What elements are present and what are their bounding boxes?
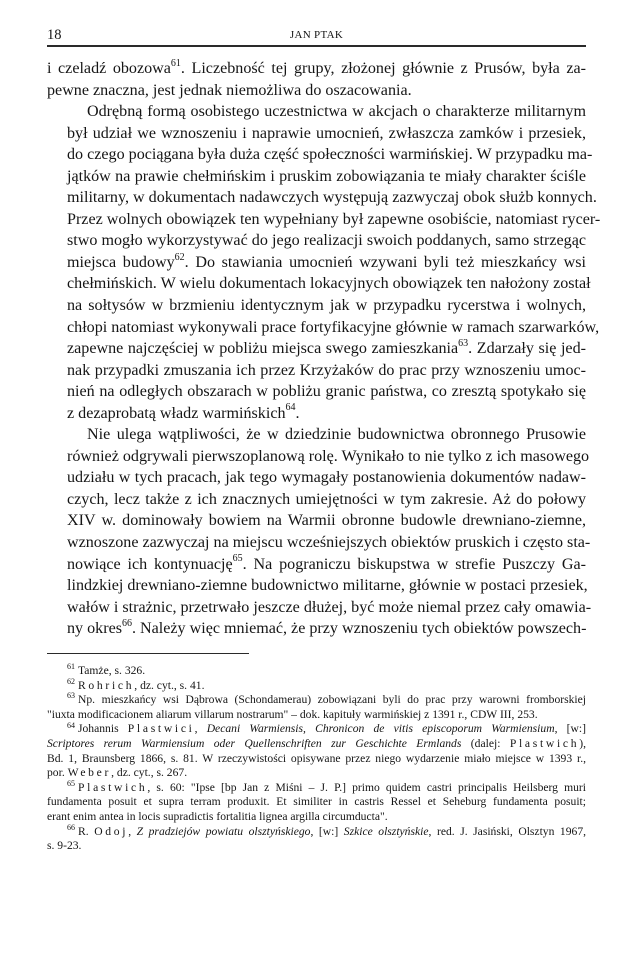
text-line: i czeladź obozowa$^{61}$. Liczebność tej grupy, złożonej głównie z Prusów, była za- xyxy=(47,57,586,77)
text-line: miejsca budowy$^{62}$. Do stawiania umocnień wzywani byli też mieszkańcy wsi xyxy=(67,251,586,271)
text-line: nień na odległych obszarach w pobliżu granic państwa, co zresztą spotykało się xyxy=(67,383,586,401)
footnote-62: $^{62}$ Rohrich, dz. cyt., s. 41. xyxy=(67,676,205,692)
text-line: pewne znaczna, jest jednak niemożliwa do oszacowania. xyxy=(47,81,412,99)
text-line: czych, lecz także z ich znacznych umiejętności w tym zakresie. Aż do połowy xyxy=(67,490,586,508)
text-line: wznoszone zazwyczaj na miejscu wcześniejszych obiektów pruskich i często sta- xyxy=(67,534,591,552)
footnote-number: 65 xyxy=(67,778,75,788)
text-line: wałów i strażnic, przetrwało jeszcze dłużej, być może niemal przez cały omawia- xyxy=(67,598,592,616)
text-line: był udział we wznoszeniu i naprawie umocnień, zwłaszcza zamków i przesiek, xyxy=(67,124,586,142)
text-line: militarny, w dokumentach nadawczych występują zazwyczaj obok służb konnych. xyxy=(67,189,597,207)
paragraph xyxy=(47,101,601,424)
text-line: stwo mogło wykorzystywać do jego realizacji swoich poddanych, samo strzegąc xyxy=(67,232,586,250)
text-line: lindzkiej drewniano-ziemne budownictwo militarne, głównie w postaci przesiek, xyxy=(67,577,588,595)
author-name: Odoj xyxy=(94,824,129,838)
footnote-65: $^{65}$ Plastwich, s. 60: "Ipse [bp Jan z Miśni – J. P.] primo quidem castri principalis Heilsberg muri fundamenta posuit et supra terram produxit. Et similiter in castris Ressel et Seheburg fundamenta posuit; erant enim antea in locis supradictis fortalitia lignea argilla circumducta". xyxy=(47,778,586,823)
text-line: chłopi natomiast wykonywali prace fortyfikacyjne głównie w ramach szarwarków, xyxy=(67,318,600,336)
text-line: z dezaprobatą władz warmińskich$^{64}$. xyxy=(67,402,300,422)
footnote-ref[interactable]: 64 xyxy=(285,402,296,414)
text-line: chełmińskich. W wielu dokumentach lokacyjnych obowiązek ten nałożony został xyxy=(67,275,591,293)
author-name: Plastwich xyxy=(509,736,580,750)
footnote-number: 61 xyxy=(67,662,75,672)
author-name: Plastwich xyxy=(78,780,148,794)
footnotes xyxy=(47,664,586,854)
text-line: nak przypadki zmuszania ich przez Krzyżaków do prac przy wznoszeniu umoc- xyxy=(67,361,586,379)
paragraph xyxy=(47,58,586,101)
footnote-66: $^{66}$ R. Odoj, Z pradziejów powiatu olsztyńskiego, [w:] Szkice olsztyńskie, red. J. Jasiński, Olsztyn 1967, s. 9-23. xyxy=(47,822,587,853)
footnote-ref[interactable]: 66 xyxy=(121,617,132,629)
footnote-number: 64 xyxy=(67,720,75,730)
footnote-number: 63 xyxy=(67,691,75,701)
text-line: udziału w tych pracach, jak tego wymagały postanowienia dokumentów nadaw- xyxy=(67,469,586,487)
text-line: Nie ulega wątpliwości, że w dziedzinie budownictwa obronnego Prusowie xyxy=(87,426,586,444)
footnote-63: $^{63}$ Np. mieszkańcy wsi Dąbrowa (Schondamerau) zobowiązani byli do prac przy warowni fromborskiej "iuxta modificacionem aliarum villarum nostrarum" – dok. kapituły warmińskiej z 1391 r., CDW III, 253. xyxy=(47,691,586,721)
author-name: Weber xyxy=(67,766,112,780)
footnote-ref[interactable]: 62 xyxy=(174,251,185,263)
footnote-separator xyxy=(47,653,249,654)
footnote-ref[interactable]: 63 xyxy=(458,337,469,349)
text-line: ny okres$^{66}$. Należy więc mniemać, że przy wznoszeniu tych obiektów powszech- xyxy=(67,617,587,638)
footnote-number: 62 xyxy=(67,676,75,686)
footnote-64: $^{64}$ Johannis Plastwici, Decani Warmiensis, Chronicon de vitis episcoporum Warmiensium, [w:] Scriptores rerum Warmiensium oder Quellenschriften zur Geschichte Ermlands (dalej: Plastwich), Bd. 1, Braunsberg 1866, s. 81. W rzeczywistości opisywane przez niego wydarzenie miało miejsce w 1393 r., por. Weber, dz. cyt., s. 267. xyxy=(47,720,586,780)
body-text xyxy=(47,57,601,640)
text-line: również odgrywali pierwszoplanową rolę. Wynikało to nie tylko z ich masowego xyxy=(67,447,590,465)
text-line: jątków na prawie chełmińskim i pruskim zobowiązania te miały charakter ściśle xyxy=(67,167,586,185)
footnote-ref[interactable]: 61 xyxy=(170,57,181,69)
text-line: nowiące ich kontynuację$^{65}$. Na pograniczu biskupstwa w strefie Puszczy Ga- xyxy=(67,553,586,573)
text-line: Odrębną formą osobistego uczestnictwa w akcjach o charakterze militarnym xyxy=(87,103,586,121)
footnote-61: $^{61}$ Tamże, s. 326. xyxy=(67,662,146,677)
page-number: 18 xyxy=(47,27,62,43)
running-title: JAN PTAK xyxy=(289,29,344,41)
work-title: Decani Warmiensis, Chronicon de vitis episcoporum Warmiensium xyxy=(206,722,555,736)
footnote-number: 66 xyxy=(67,822,75,832)
text-line: Przez wolnych obowiązek ten wypełniany był zapewne osobiście, natomiast rycer- xyxy=(67,210,601,228)
text-line: na sołtysów w brzmieniu identycznym jak w przypadku rycerstwa i wolnych, xyxy=(67,297,586,315)
author-name: Rohrich xyxy=(78,678,135,692)
text-line: do czego pociągana była duża część społeczności warmińskiej. W przypadku ma- xyxy=(67,146,593,164)
paragraph xyxy=(47,424,592,639)
text-line: zapewne najczęściej w pobliżu miejsca swego zamieszkania$^{63}$. Zdarzały się jed- xyxy=(67,337,586,358)
footnote-ref[interactable]: 65 xyxy=(232,553,243,565)
running-header xyxy=(47,27,586,47)
work-title: Z pradziejów powiatu olsztyńskiego xyxy=(136,824,311,838)
author-name: Plastwici xyxy=(127,722,195,736)
work-title: Szkice olsztyńskie xyxy=(343,824,429,838)
work-title: Scriptores rerum Warmiensium oder Quellenschriften zur Geschichte Ermlands xyxy=(47,736,462,750)
text-line: XIV w. dominowały bowiem na Warmii obronne budowle drewniano-ziemne, xyxy=(67,512,586,530)
